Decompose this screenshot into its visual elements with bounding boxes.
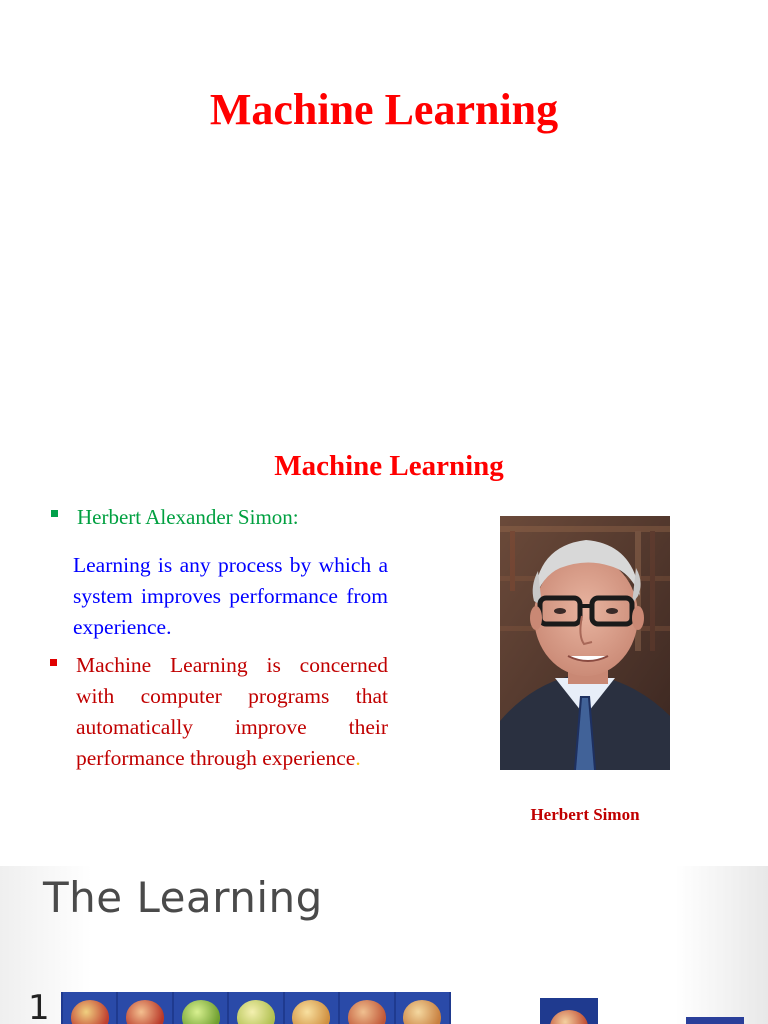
apple-cell (340, 992, 393, 1024)
apple-single (540, 998, 598, 1024)
blue-box (686, 1017, 744, 1024)
photo-caption: Herbert Simon (530, 805, 640, 824)
apple-cell (174, 992, 227, 1024)
apple-icon (71, 1000, 109, 1024)
bullet-marker (50, 659, 57, 666)
apple-icon (550, 1010, 588, 1024)
bullet-herbert-simon: Herbert Alexander Simon: (77, 505, 299, 529)
apple-icon (126, 1000, 164, 1024)
apple-strip (61, 992, 451, 1024)
slide1-title: Machine Learning (209, 85, 559, 134)
ml-definition-period: . (355, 746, 361, 770)
apple-cell (229, 992, 282, 1024)
ml-definition-text: Machine Learning is concerned with computer programs that automatically improve their performance through experience (76, 653, 388, 770)
bullet-marker (51, 510, 58, 517)
slide3-title: The Learning (43, 873, 323, 922)
row-number: 1 (28, 988, 50, 1024)
apple-icon (292, 1000, 330, 1024)
apple-icon (348, 1000, 386, 1024)
portrait-photo (500, 516, 670, 770)
simon-quote: Learning is any process by which a system improves performance from experience. (73, 553, 388, 639)
slide2-title: Machine Learning (274, 450, 504, 482)
apple-cell (63, 992, 116, 1024)
apple-cell (285, 992, 338, 1024)
portrait-illustration (500, 516, 670, 770)
bullet-ml-definition (76, 650, 388, 774)
apple-icon (403, 1000, 441, 1024)
slide3 (0, 866, 768, 1024)
apple-cell (396, 992, 449, 1024)
apple-icon (182, 1000, 220, 1024)
apple-icon (237, 1000, 275, 1024)
apple-cell (118, 992, 171, 1024)
